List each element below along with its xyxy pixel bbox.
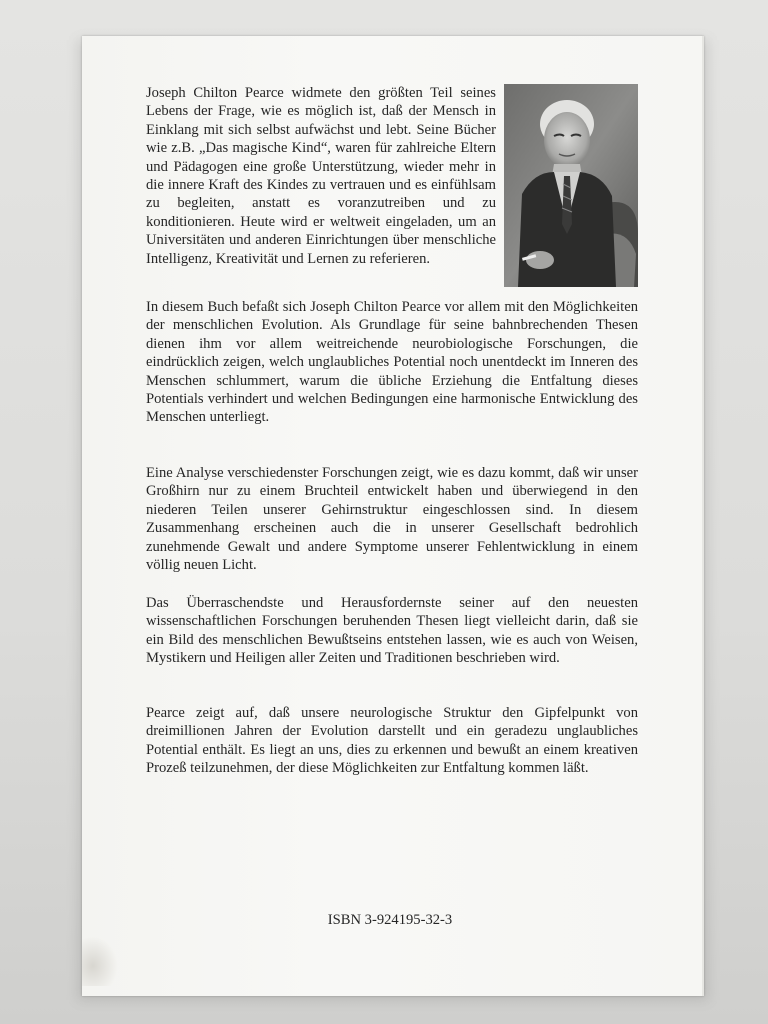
paragraph-text: Joseph Chilton Pearce widmete den größten Teil seines Lebens der Frage, wie es möglich ist, daß der Mensch in Einklang mit sich selbst aufwächst und lebt. Seine Bücher wie z.B. „Das magische Kind“, waren für zahlreiche Eltern und Pädagogen eine große Unterstützung, wieder mehr in die innere Kraft des Kindes zu vertrauen und es einfühlsam zu begleiten, anstatt es voranzutreiben und zu konditionieren. Heute wird er weltweit eingeladen, um an Universitäten und anderen Einrichtungen über menschliche Intelligenz, Kreativität und Lernen zu referieren. (146, 85, 496, 267)
author-photo (504, 84, 638, 287)
isbn-number: ISBN 3-924195-32-3 (327, 912, 453, 928)
paragraph-analysis (146, 464, 638, 574)
paragraph-book-summary (146, 298, 638, 427)
worn-corner (82, 936, 118, 986)
paragraph-text: In diesem Buch befaßt sich Joseph Chilton Pearce vor allem mit den Möglichkeiten der menschlichen Evolution. Als Grundlage für seine bahnbrechenden Thesen dienen ihm vor allem weitreichende neurobiologische Forschungen, die eindrücklich zeigen, welch unglaubliches Potential noch unentdeckt im Inneren des Menschen schlummert, warum die übliche Erziehung die Entfaltung dieses Potentials verhindert und welchen Bedingungen eine harmonische Entwicklung des Menschen unterliegt. (146, 299, 638, 426)
paragraph-conclusion (146, 704, 638, 778)
paragraph-text: Pearce zeigt auf, daß unsere neurologische Struktur den Gipfelpunkt von dreimillionen Jahren der Evolution darstellt und ein geradezu unglaubliches Potential enthält. Es liegt an uns, dies zu erkennen und bewußt an einem kreativen Prozeß teilzunehmen, der diese Möglichkeiten zur Entfaltung kommen läßt. (146, 705, 638, 777)
paragraph-author-bio (146, 84, 496, 268)
paragraph-text: Das Überraschendste und Herausfordernste seiner auf den neuesten wissenschaftlichen Forschungen beruhenden Thesen liegt vielleicht darin, daß sie ein Bild des menschlichen Bewußtseins entstehen lassen, wie es auch von Weisen, Mystikern und Heiligen aller Zeiten und Traditionen beschrieben wird. (146, 595, 638, 667)
paragraph-theses (146, 594, 638, 668)
paragraph-text: Eine Analyse verschiedenster Forschungen zeigt, wie es dazu kommt, daß wir unser Großhirn nur zu einem Bruchteil entwickelt haben und überwiegend in den niederen Teilen unserer Gehirnstruktur eingeschlossen sind. In diesem Zusammenhang erscheinen auch die in unserer Gesellschaft bedrohlich zunehmende Gewalt und andere Symptome unserer Fehlentwicklung in einem völlig neuen Licht. (146, 465, 638, 574)
